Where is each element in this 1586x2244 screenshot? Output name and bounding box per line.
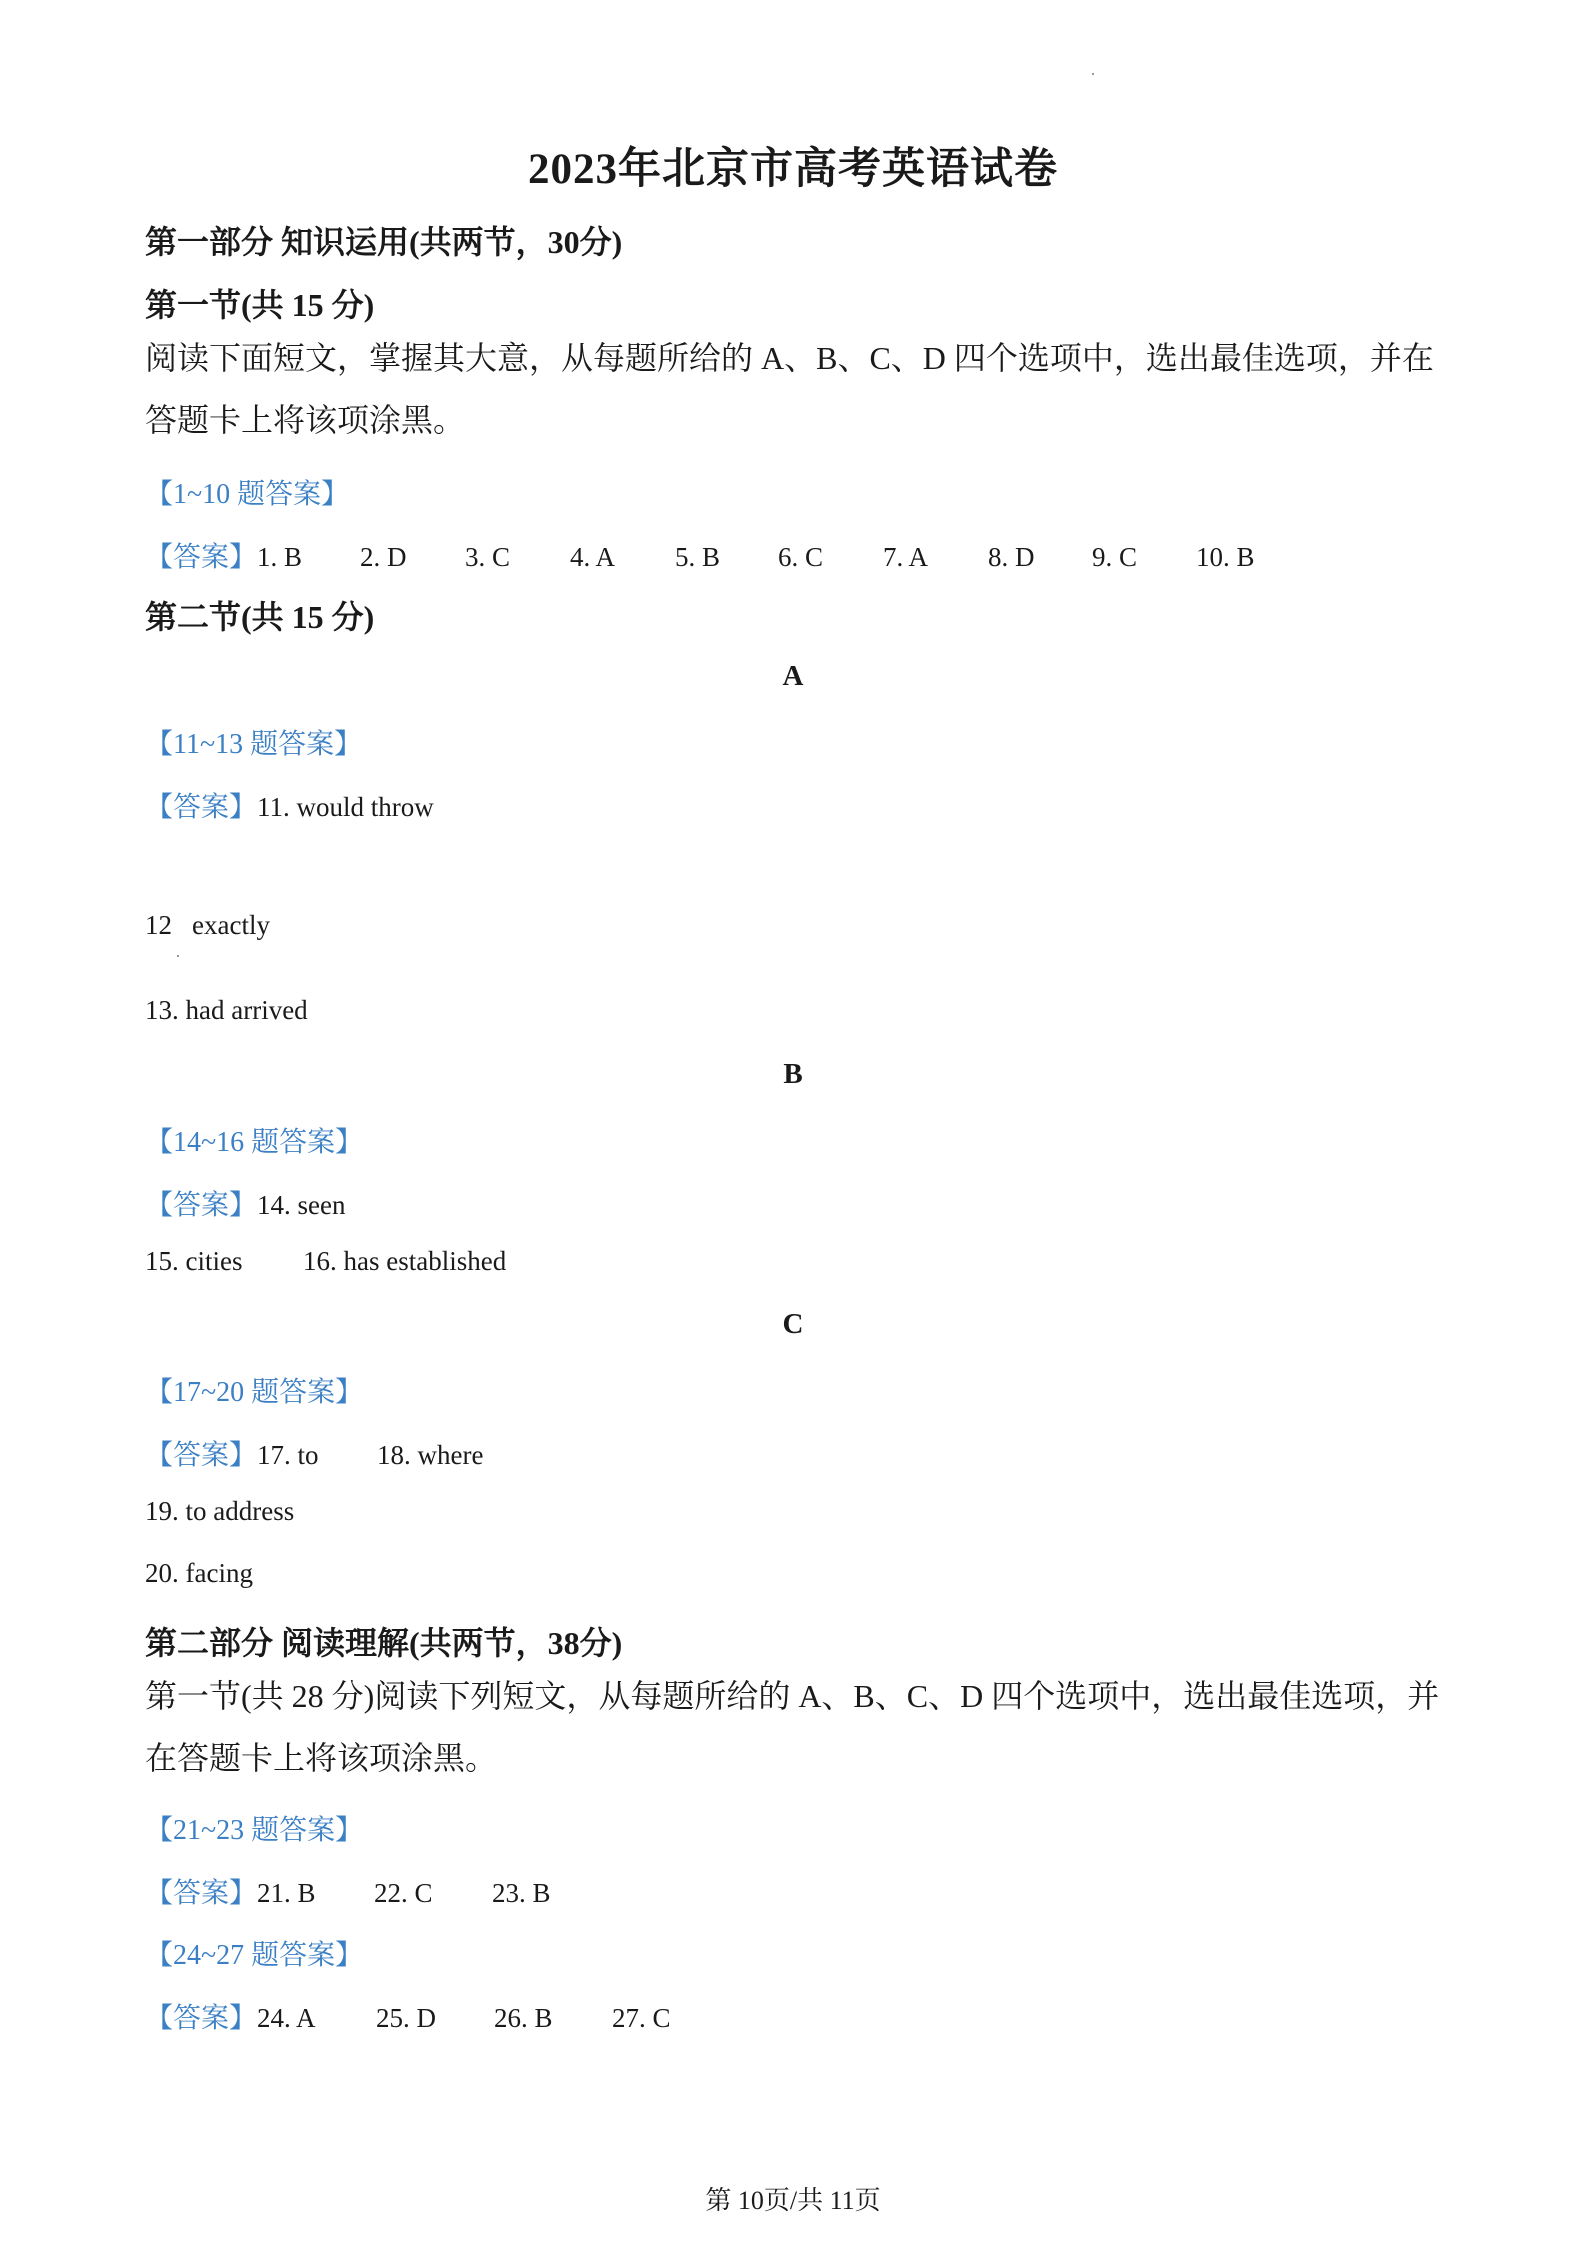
answer-row-24-27	[145, 1996, 671, 2036]
answer-tag-24-27: 【24~27 题答案】	[145, 1940, 364, 1971]
answer-tag-17-20: 【17~20 题答案】	[145, 1377, 364, 1408]
speck-mark	[1092, 73, 1094, 75]
page-footer: 第 10页/共 11页	[705, 2186, 881, 2215]
answer-tag-1-10: 【1~10 题答案】	[145, 479, 350, 510]
answer-item: 22. C	[374, 1878, 433, 1908]
page-title: 2023年北京市高考英语试卷	[528, 146, 1058, 193]
answer-row-12	[145, 910, 270, 941]
answer-item: exactly	[192, 910, 270, 940]
answer-item: 14. seen	[257, 1190, 346, 1220]
answer-item: 21. B	[257, 1878, 316, 1908]
answer-item: 2. D	[360, 542, 407, 572]
answer-row-21-23	[145, 1871, 551, 1911]
answer-prefix: 【答案】	[145, 792, 258, 823]
passage-label-b: B	[783, 1058, 803, 1090]
answer-item: 15. cities	[145, 1246, 243, 1276]
answer-item: 26. B	[494, 2003, 553, 2033]
answer-row-11	[145, 785, 434, 825]
answer-item: 11. would throw	[257, 792, 434, 822]
part2-section1-instruction: 第一节(共 28 分)阅读下列短文，从每题所给的 A、B、C、D 四个选项中，选出最佳选项，并在答题卡上将该项涂黑。	[145, 1678, 1440, 1776]
answer-tag-14-16: 【14~16 题答案】	[145, 1127, 364, 1158]
answer-prefix: 【答案】	[145, 2003, 258, 2034]
part1-section2-heading: 第二节(共 15 分)	[145, 599, 375, 635]
answer-item: 16. has established	[303, 1246, 507, 1276]
answer-row-1-10	[145, 535, 1255, 575]
answer-row-15-16	[145, 1246, 506, 1277]
speck-mark	[177, 955, 179, 957]
answer-item: 3. C	[465, 542, 511, 572]
answer-prefix: 【答案】	[145, 542, 258, 573]
passage-label-a: A	[782, 660, 804, 692]
answer-item: 8. D	[988, 542, 1035, 572]
part1-heading: 第一部分 知识运用(共两节，30分)	[145, 224, 623, 260]
answer-item: 1. B	[257, 542, 303, 572]
part2-heading: 第二部分 阅读理解(共两节，38分)	[145, 1625, 623, 1661]
answer-tag-11-13: 【11~13 题答案】	[145, 729, 363, 760]
answer-item: 4. A	[570, 542, 616, 572]
answer-item: 25. D	[376, 2003, 437, 2033]
answer-tag-21-23: 【21~23 题答案】	[145, 1815, 364, 1846]
answer-item: 18. where	[377, 1440, 484, 1470]
answer-item: 5. B	[675, 542, 721, 572]
answer-row-17-18	[145, 1433, 483, 1473]
part1-section1-heading: 第一节(共 15 分)	[145, 287, 375, 323]
answer-prefix: 【答案】	[145, 1440, 258, 1471]
answer-item: 7. A	[883, 542, 929, 572]
answer-number: 12	[145, 910, 172, 940]
answer-item: 6. C	[778, 542, 824, 572]
answer-item: 24. A	[257, 2003, 316, 2033]
answer-item: 23. B	[492, 1878, 551, 1908]
answer-item: 10. B	[1196, 542, 1255, 572]
answer-prefix: 【答案】	[145, 1190, 258, 1221]
passage-label-c: C	[782, 1308, 804, 1340]
answer-item: 27. C	[612, 2003, 671, 2033]
answer-item: 17. to	[257, 1440, 319, 1470]
answer-prefix: 【答案】	[145, 1878, 258, 1909]
answer-row-14	[145, 1183, 346, 1223]
answer-row-19: 19. to address	[145, 1496, 295, 1526]
answer-row-13: 13. had arrived	[145, 995, 308, 1025]
answer-item: 9. C	[1092, 542, 1138, 572]
answer-row-20: 20. facing	[145, 1558, 253, 1588]
part1-section1-instruction: 阅读下面短文，掌握其大意，从每题所给的 A、B、C、D 四个选项中，选出最佳选项，并在答题卡上将该项涂黑。	[145, 340, 1434, 438]
